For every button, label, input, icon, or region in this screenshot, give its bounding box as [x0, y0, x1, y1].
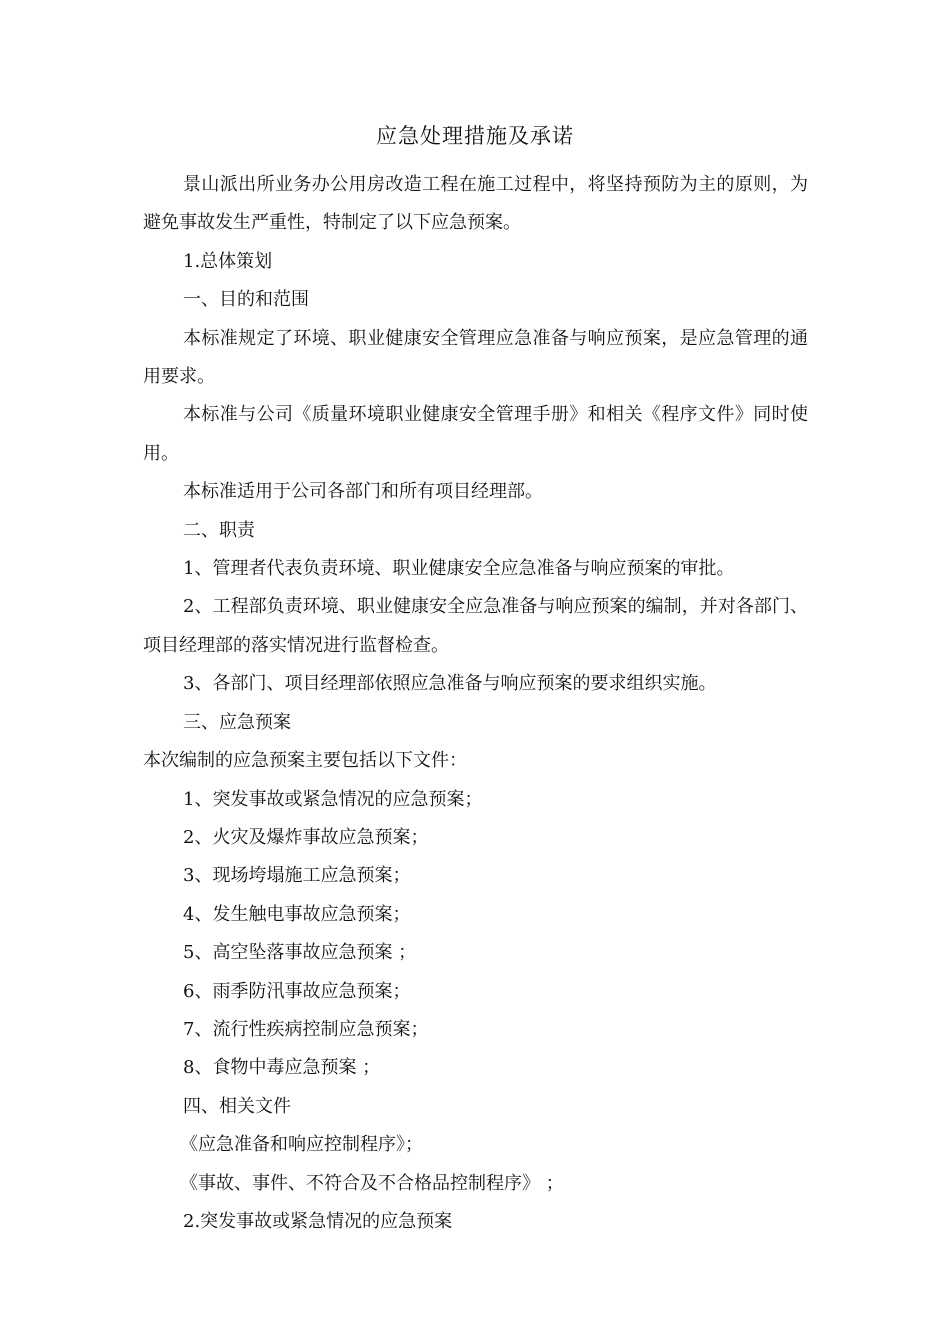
list-item-plan-1: 1、突发事故或紧急情况的应急预案；: [183, 788, 483, 810]
related-document-2: 《事故、事件、不符合及不合格品控制程序》 ；: [180, 1172, 564, 1194]
paragraph-standard-usage: 本标准与公司《质量环境职业健康安全管理手册》和相关《程序文件》同时使用。: [143, 404, 808, 464]
list-item-plan-4: 4、发生触电事故应急预案；: [183, 903, 411, 925]
document-title: 应急处理措施及承诺: [376, 124, 574, 148]
list-item-responsibility-2: 2、工程部负责环境、职业健康安全应急准备与响应预案的编制，并对各部门、项目经理部的落实情况进行监督检查。: [143, 596, 808, 656]
heading-related-documents: 四、相关文件: [183, 1095, 291, 1117]
related-document-1: 《应急准备和响应控制程序》；: [180, 1134, 423, 1156]
heading-emergency-plans: 三、应急预案: [183, 711, 291, 733]
document-body: [143, 166, 808, 1241]
list-item-plan-6: 6、雨季防汛事故应急预案；: [183, 980, 411, 1002]
paragraph-standard-scope: 本标准规定了环境、职业健康安全管理应急准备与响应预案，是应急管理的通用要求。: [143, 327, 808, 388]
list-item-responsibility-1: 1、管理者代表负责环境、职业健康安全应急准备与响应预案的审批。: [183, 558, 735, 580]
list-item-plan-3: 3、现场垮塌施工应急预案；: [183, 865, 411, 887]
list-item-plan-2: 2、火灾及爆炸事故应急预案；: [183, 826, 429, 848]
heading-overall-planning: 1.总体策划: [183, 250, 273, 272]
list-item-plan-7: 7、流行性疾病控制应急预案；: [183, 1018, 429, 1040]
list-item-plan-5: 5、高空坠落事故应急预案 ；: [183, 942, 417, 964]
heading-responsibilities: 二、职责: [183, 519, 255, 541]
heading-emergency-plan-section: 2.突发事故或紧急情况的应急预案: [183, 1210, 453, 1232]
paragraph-plans-intro: 本次编制的应急预案主要包括以下文件：: [143, 750, 467, 772]
paragraph-intro: 景山派出所业务办公用房改造工程在施工过程中，将坚持预防为主的原则，为避免事故发生严重性，特制定了以下应急预案。: [143, 174, 808, 234]
list-item-responsibility-3: 3、各部门、项目经理部依照应急准备与响应预案的要求组织实施。: [183, 673, 717, 695]
list-item-plan-8: 8、食物中毒应急预案 ；: [183, 1057, 381, 1079]
heading-purpose-scope: 一、目的和范围: [183, 289, 309, 311]
paragraph-standard-applicability: 本标准适用于公司各部门和所有项目经理部。: [183, 481, 543, 503]
